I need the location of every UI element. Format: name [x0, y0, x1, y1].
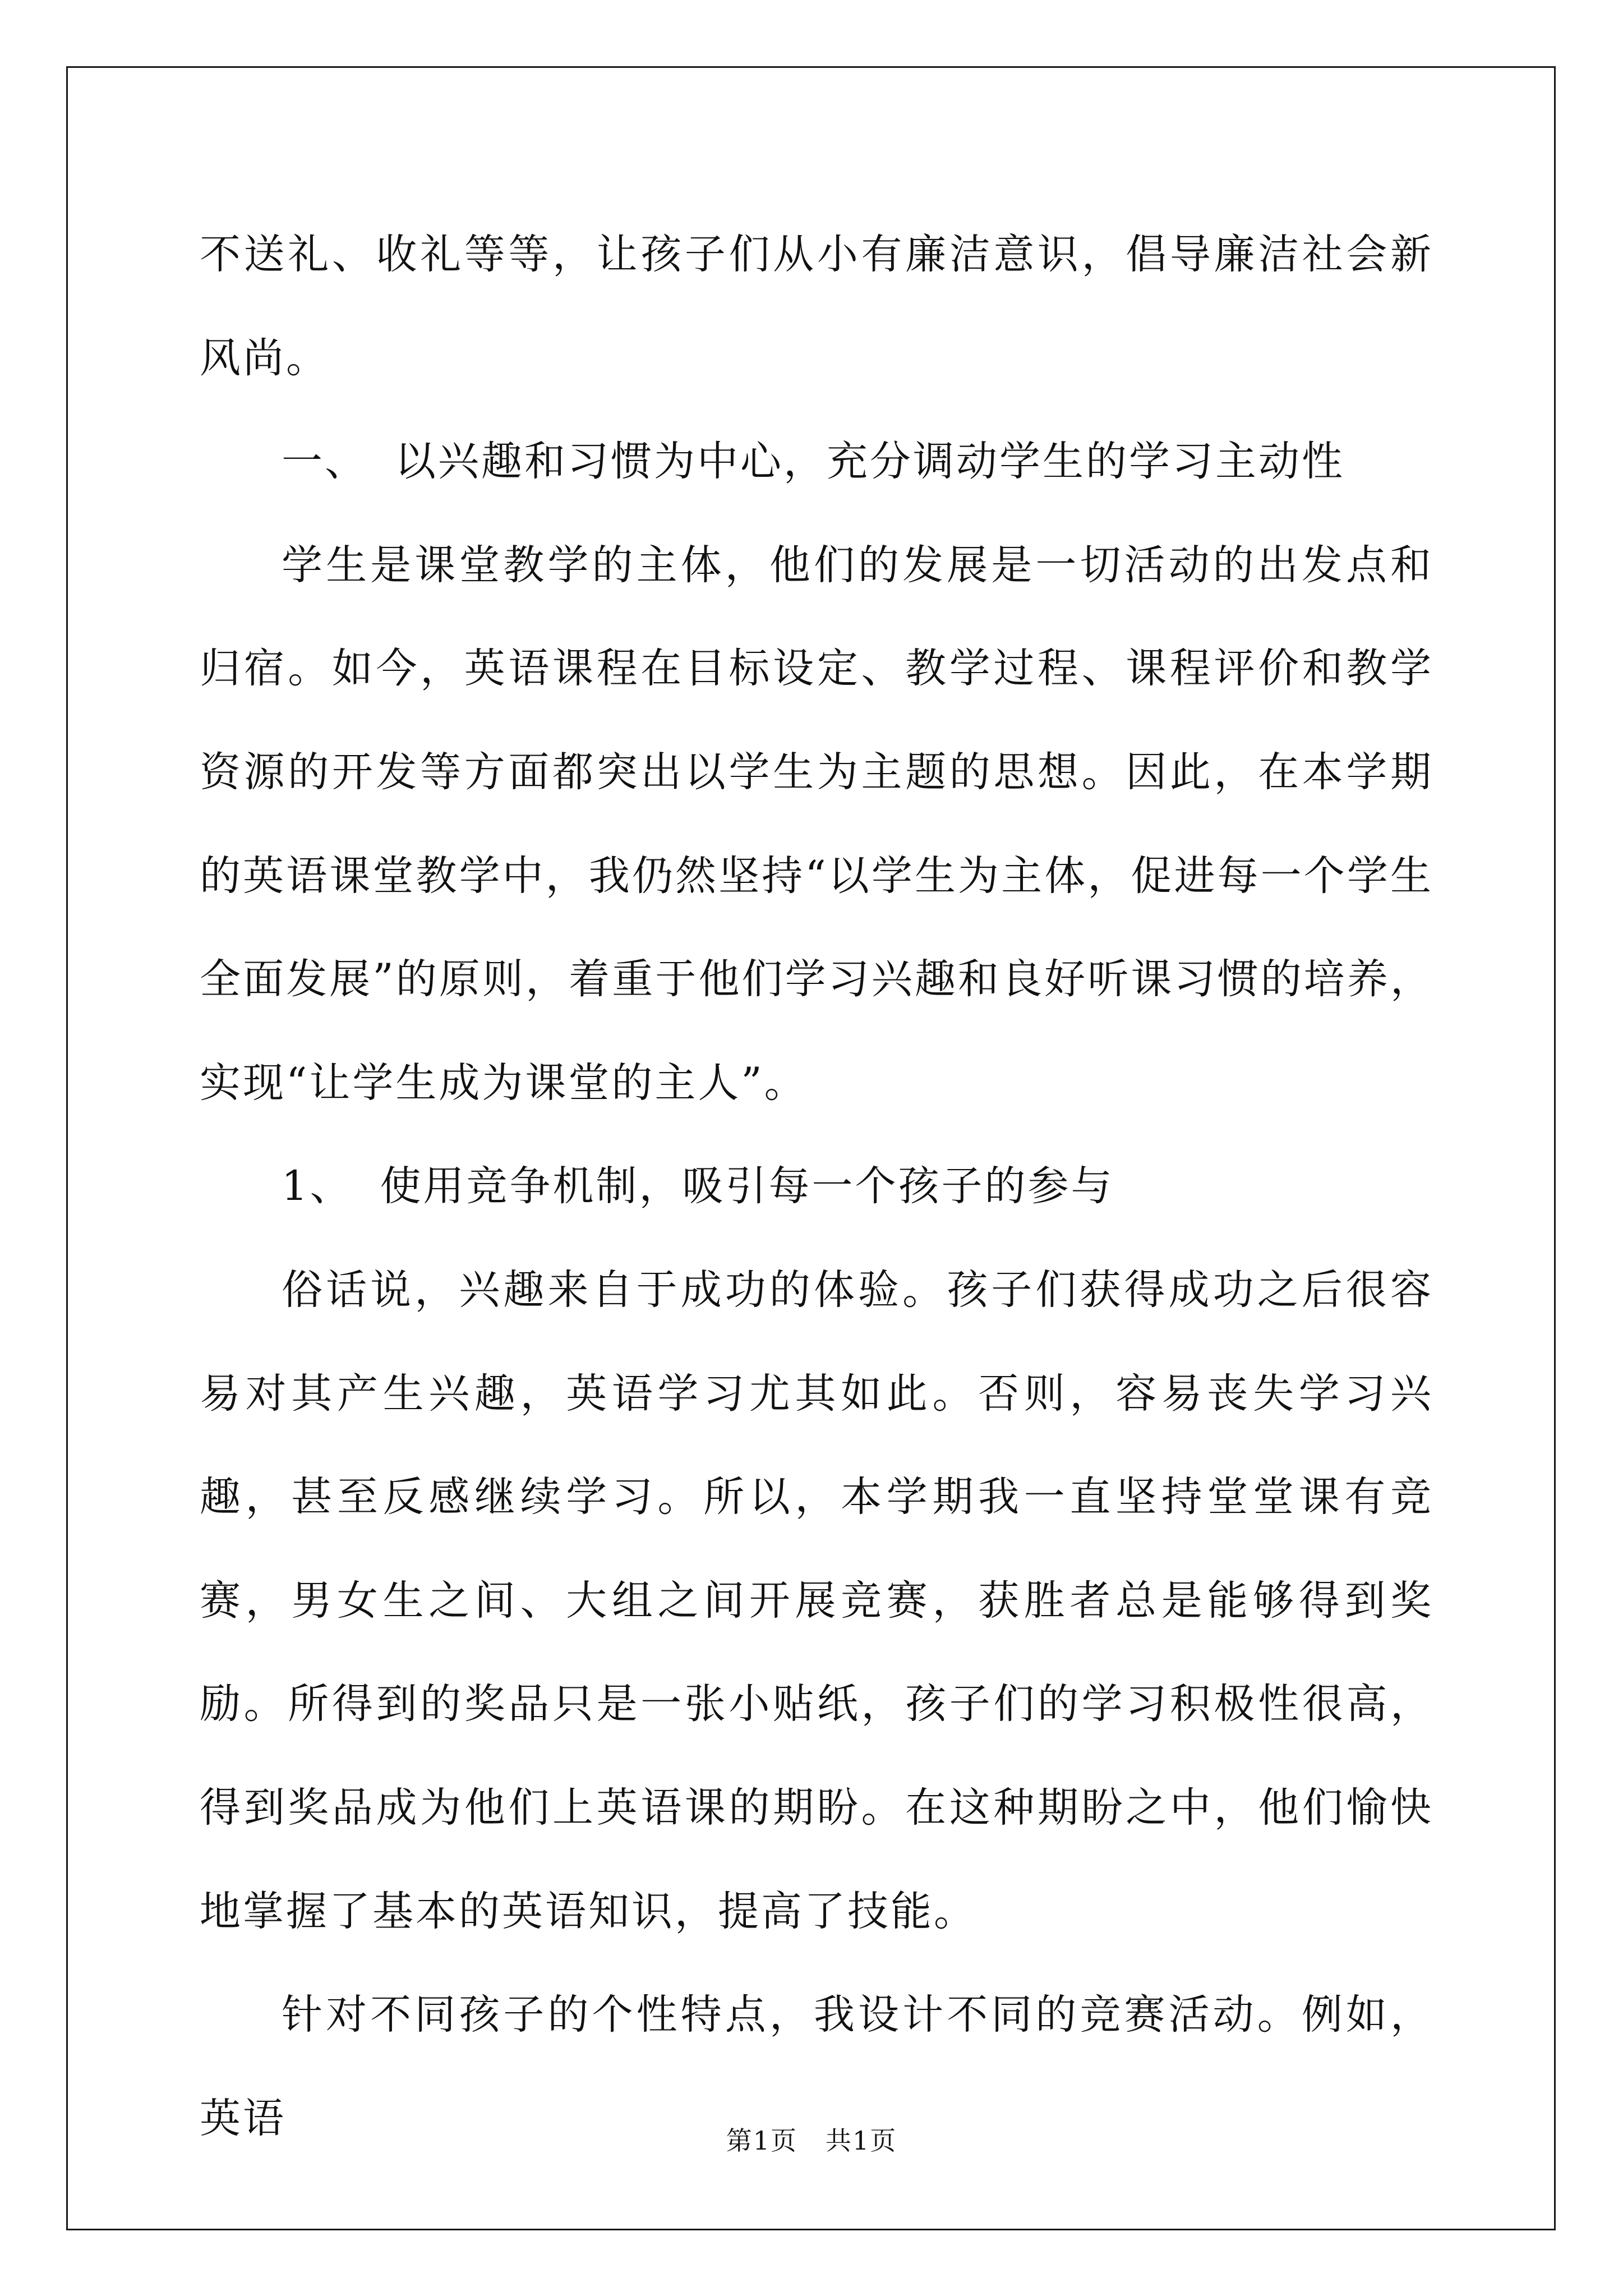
heading-text: 以兴趣和习惯为中心，充分调动学生的学习主动性	[395, 438, 1345, 486]
heading-number: 一、	[282, 438, 368, 486]
paragraph-body: 学生是课堂教学的主体，他们的发展是一切活动的出发点和归宿。如今，英语课程在目标设定、教学过程、课程评价和教学资源的开发等方面都突出以学生为主题的思想。因此，在本学期的英语课堂教学中，我仍然坚持“以学生为主体，促进每一个学生全面发展”的原则，着重于他们学习兴趣和良好听课习惯的培养，实现“让学生成为课堂的主人”。	[200, 541, 1433, 1107]
document-body	[200, 203, 1433, 2170]
heading-text: 使用竞争机制，吸引每一个孩子的参与	[380, 1162, 1114, 1211]
heading-number: 1、	[282, 1162, 353, 1211]
section-heading-2	[200, 1135, 1433, 1239]
paragraph-body: 俗话说，兴趣来自于成功的体验。孩子们获得成功之后很容易对其产生兴趣，英语学习尤其如此。否则，容易丧失学习兴趣，甚至反感继续学习。所以，本学期我一直坚持堂堂课有竞赛，男女生之间、大组之间开展竞赛，获胜者总是能够得到奖励。所得到的奖品只是一张小贴纸，孩子们的学习积极性很高，得到奖品成为他们上英语课的期盼。在这种期盼之中，他们愉快地掌握了基本的英语知识，提高了技能。	[200, 1266, 1433, 1935]
page-footer	[0, 2120, 1623, 2157]
paragraph-continuation: 不送礼、收礼等等，让孩子们从小有廉洁意识，倡导廉洁社会新风尚。	[200, 231, 1433, 382]
page-number: 第1页	[726, 2125, 797, 2156]
page-total: 共1页	[826, 2125, 897, 2156]
section-heading-1	[200, 410, 1433, 514]
paragraph-body: 针对不同孩子的个性特点，我设计不同的竞赛活动。例如，英语	[200, 1991, 1433, 2142]
